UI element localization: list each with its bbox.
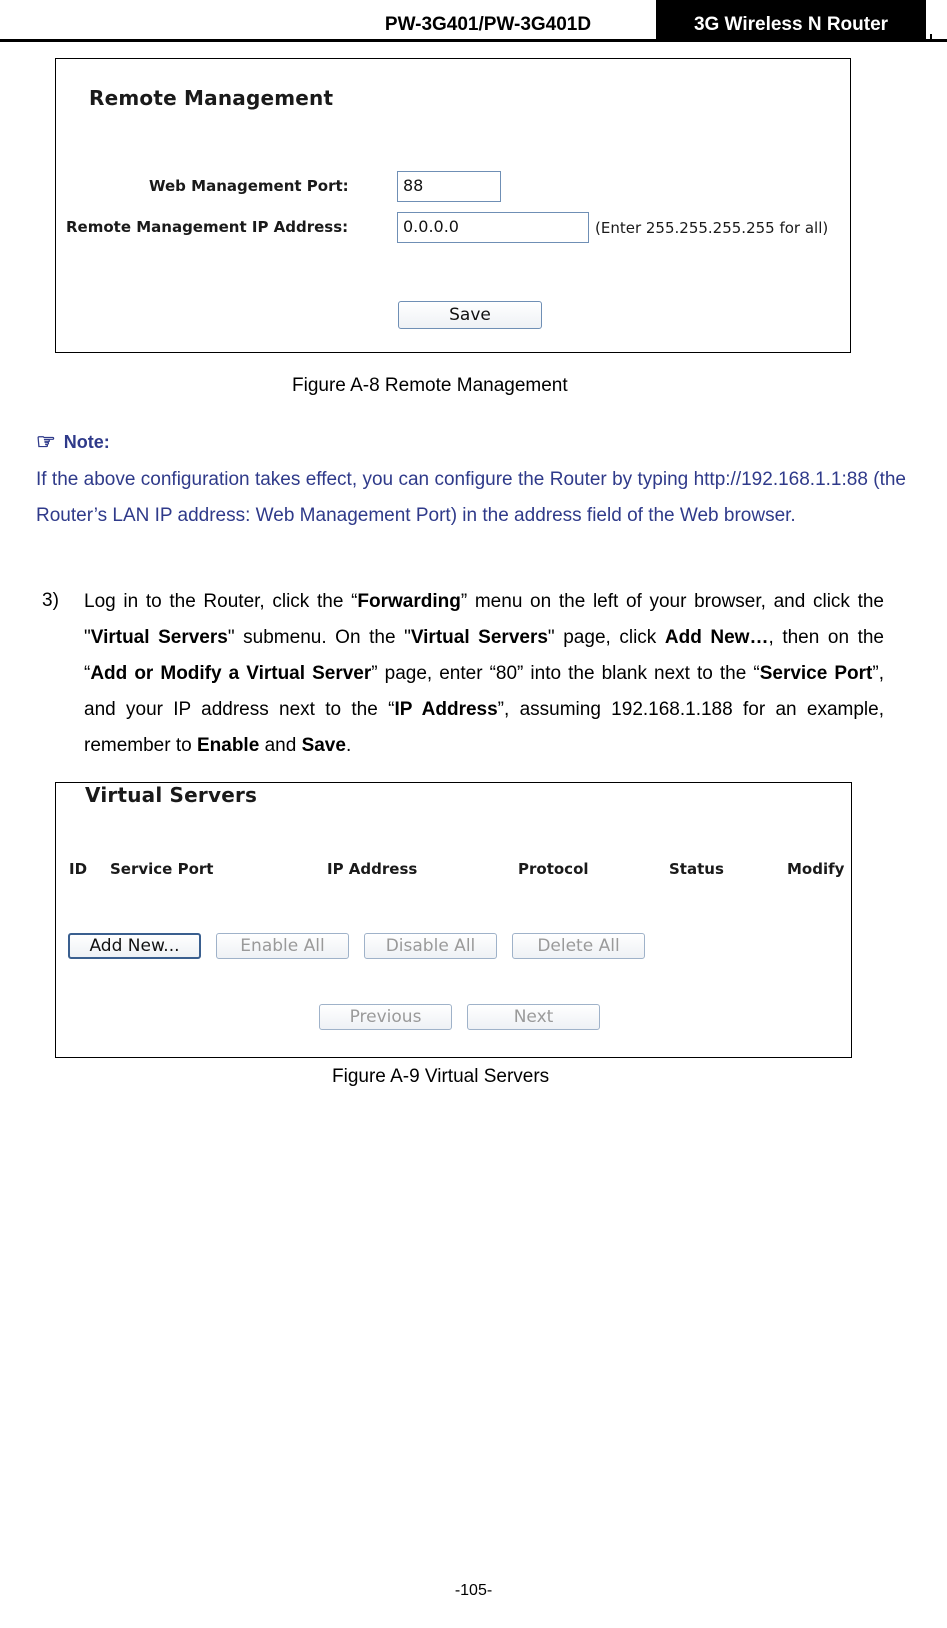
pointing-hand-icon: ☞ (36, 429, 56, 454)
virtual-servers-panel (55, 782, 852, 1058)
remote-management-panel (55, 58, 851, 353)
header-rule (0, 39, 947, 42)
header-product-tab: 3G Wireless N Router (656, 0, 926, 40)
note-heading-text: Note: (63, 432, 110, 452)
remote-ip-hint: (Enter 255.255.255.255 for all) (595, 219, 829, 237)
web-management-port-label: Web Management Port: (149, 177, 349, 195)
disable-all-button[interactable]: Disable All (364, 933, 497, 959)
column-id: ID (69, 860, 88, 878)
column-service-port: Service Port (110, 860, 214, 878)
enable-all-button[interactable]: Enable All (216, 933, 349, 959)
column-ip-address: IP Address (327, 860, 418, 878)
delete-all-button[interactable]: Delete All (512, 933, 645, 959)
note-heading (36, 428, 110, 454)
note-body: If the above configuration takes effect, you can configure the Router by typing http://192.168.1.1:88 (the Router’s LAN IP address: Web Management Port) in the address field of the Web browser. (36, 469, 906, 526)
header-tick (930, 34, 932, 40)
figure-a9-caption: Figure A-9 Virtual Servers (332, 1066, 550, 1087)
step-3-text: Log in to the Router, click the “Forwarding” menu on the left of your browser, and click the "Virtual Servers" submenu. On the "Virtual Servers" page, click Add New…, then on the “Add or Modify a Virtual Server” page, enter “80” into the blank next to the “Service Port”, and your IP address next to the “IP Address”, assuming 192.168.1.188 for an example, remember to Enable and Save. (84, 591, 884, 756)
save-button[interactable]: Save (398, 301, 542, 329)
remote-management-title: Remote Management (89, 86, 334, 110)
previous-button[interactable]: Previous (319, 1004, 452, 1030)
page-header (0, 0, 947, 42)
next-button[interactable]: Next (467, 1004, 600, 1030)
page-number: -105- (454, 1582, 493, 1599)
web-management-port-input[interactable]: 88 (397, 171, 501, 202)
header-model: PW-3G401/PW-3G401D (384, 14, 592, 35)
column-modify: Modify (787, 860, 845, 878)
remote-ip-input[interactable]: 0.0.0.0 (397, 212, 589, 243)
column-status: Status (669, 860, 724, 878)
figure-a8-caption: Figure A-8 Remote Management (292, 375, 568, 396)
add-new-button[interactable]: Add New... (68, 933, 201, 959)
virtual-servers-title: Virtual Servers (85, 783, 258, 807)
column-protocol: Protocol (518, 860, 589, 878)
step-number: 3) (42, 590, 59, 611)
remote-ip-label: Remote Management IP Address: (66, 218, 349, 236)
